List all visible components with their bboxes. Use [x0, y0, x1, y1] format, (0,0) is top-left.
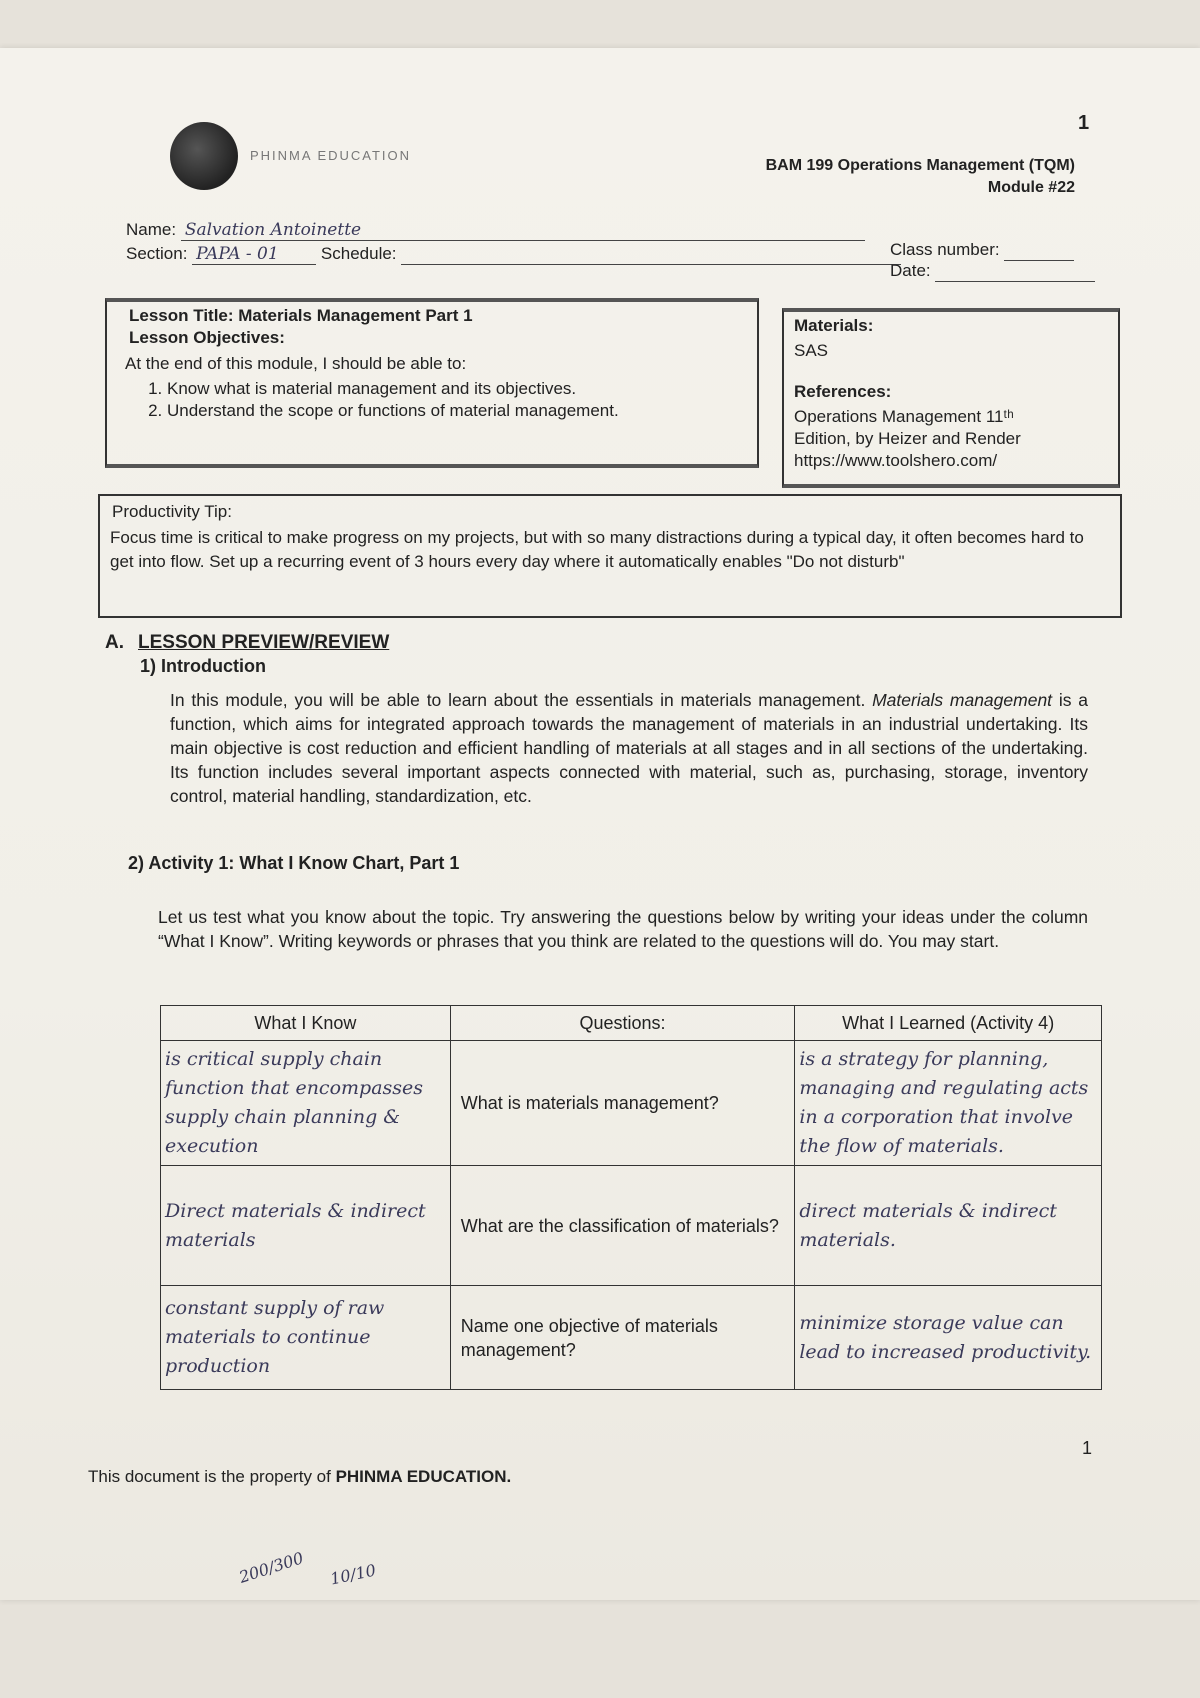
- productivity-tip-box: [98, 494, 1122, 618]
- intro-text-part: In this module, you will be able to learn about the essentials in materials management.: [170, 690, 873, 710]
- activity-instructions: Let us test what you know about the topic. Try answering the questions below by writing your ideas under the column “What I Know”. Writing keywords or phrases that you think are related to the questions will do. You may start.: [158, 907, 1088, 951]
- class-number-field[interactable]: [1004, 240, 1074, 261]
- footer-text: [88, 1467, 511, 1487]
- date-label: Date:: [890, 261, 931, 280]
- question-cell: What are the classification of materials?: [450, 1166, 795, 1286]
- schedule-label: Schedule:: [320, 244, 397, 263]
- class-number-row: [890, 240, 1074, 261]
- what-i-learned-cell[interactable]: is a strategy for planning, managing and regulating acts in a corporation that involve the flow of materials.: [795, 1041, 1102, 1166]
- objectives-list: [137, 378, 619, 422]
- references-label: References:: [794, 382, 892, 401]
- handwritten-score: 200/300: [236, 1548, 306, 1587]
- introduction-heading: 1) Introduction: [140, 656, 266, 676]
- course-title: BAM 199 Operations Management (TQM): [765, 157, 1075, 174]
- objectives-intro: At the end of this module, I should be able to:: [125, 354, 467, 373]
- what-i-learned-cell[interactable]: direct materials & indirect materials.: [795, 1166, 1102, 1286]
- page-number: 1: [1082, 1438, 1093, 1458]
- what-i-learned-cell[interactable]: minimize storage value can lead to increased productivity.: [795, 1286, 1102, 1390]
- what-i-know-chart: [160, 1005, 1102, 1390]
- table-row: [161, 1041, 1102, 1166]
- section-field[interactable]: PAPA - 01: [192, 244, 316, 265]
- logo-text: PHINMA EDUCATION: [250, 148, 412, 163]
- footer-brand: PHINMA EDUCATION.: [335, 1467, 512, 1486]
- class-number-label: Class number:: [890, 240, 1000, 259]
- page-mark: 1: [1078, 112, 1090, 134]
- name-label: Name:: [126, 220, 177, 239]
- materials-value: SAS: [794, 341, 829, 360]
- footer-prefix: This document is the property of: [88, 1467, 336, 1486]
- what-i-know-cell[interactable]: is critical supply chain function that encompasses supply chain planning & execution: [161, 1041, 451, 1166]
- intro-text-part: is a function, which aims for integrated approach towards the management of materials in an industrial undertaking. Its main objective is cost reduction and efficient handling of materials at all stages and in all sections of the undertaking. Its function includes several important aspects connected with material, such as, purchasing, storage, inventory control, material handling, standardization, etc.: [170, 690, 1089, 806]
- table-row: [161, 1286, 1102, 1390]
- tip-title: Productivity Tip:: [112, 502, 232, 521]
- references-line: Edition, by Heizer and Render: [794, 429, 1021, 448]
- question-cell: Name one objective of materials management?: [450, 1286, 795, 1390]
- date-row: [890, 261, 1095, 282]
- column-header: Questions:: [450, 1006, 795, 1041]
- column-header: What I Learned (Activity 4): [795, 1006, 1102, 1041]
- intro-emphasis: Materials management: [872, 690, 1053, 710]
- references-line: Operations Management 11ᵗʰ: [794, 407, 1014, 426]
- name-row: [126, 220, 865, 241]
- table-header-row: [161, 1006, 1102, 1041]
- table-row: [161, 1166, 1102, 1286]
- objective-item: 1. Know what is material management and its objectives.: [167, 378, 619, 400]
- materials-label: Materials:: [794, 316, 874, 335]
- section-label: Section:: [126, 244, 188, 263]
- question-cell: What is materials management?: [450, 1041, 795, 1166]
- materials-box: [782, 308, 1120, 488]
- phinma-logo-icon: [170, 122, 238, 190]
- lesson-title: Lesson Title: Materials Management Part 1: [129, 306, 473, 325]
- tip-text: Focus time is critical to make progress on my projects, but with so many distractions during a typical day, it often becomes hard to get into flow. Set up a recurring event of 3 hours every day where it automatically enables "Do not disturb": [110, 528, 1084, 571]
- course-header: [766, 155, 1075, 199]
- date-field[interactable]: [935, 261, 1095, 282]
- activity-heading: 2) Activity 1: What I Know Chart, Part 1: [128, 853, 460, 873]
- module-number: Module #22: [987, 179, 1075, 196]
- objectives-label: Lesson Objectives:: [129, 328, 285, 347]
- introduction-text: [170, 688, 1088, 808]
- schedule-field[interactable]: [401, 244, 901, 265]
- section-row: [126, 244, 901, 265]
- name-field[interactable]: Salvation Antoinette: [181, 220, 865, 241]
- references-url[interactable]: https://www.toolshero.com/: [794, 451, 998, 470]
- what-i-know-cell[interactable]: constant supply of raw materials to continue production: [161, 1286, 451, 1390]
- objective-item: 2. Understand the scope or functions of material management.: [167, 400, 619, 422]
- what-i-know-cell[interactable]: Direct materials & indirect materials: [161, 1166, 451, 1286]
- lesson-box: [105, 298, 759, 468]
- section-letter: A.: [105, 632, 124, 653]
- column-header: What I Know: [161, 1006, 451, 1041]
- section-title: LESSON PREVIEW/REVIEW: [138, 632, 390, 653]
- section-heading: [105, 632, 389, 654]
- handwritten-score: 10/10: [328, 1560, 378, 1589]
